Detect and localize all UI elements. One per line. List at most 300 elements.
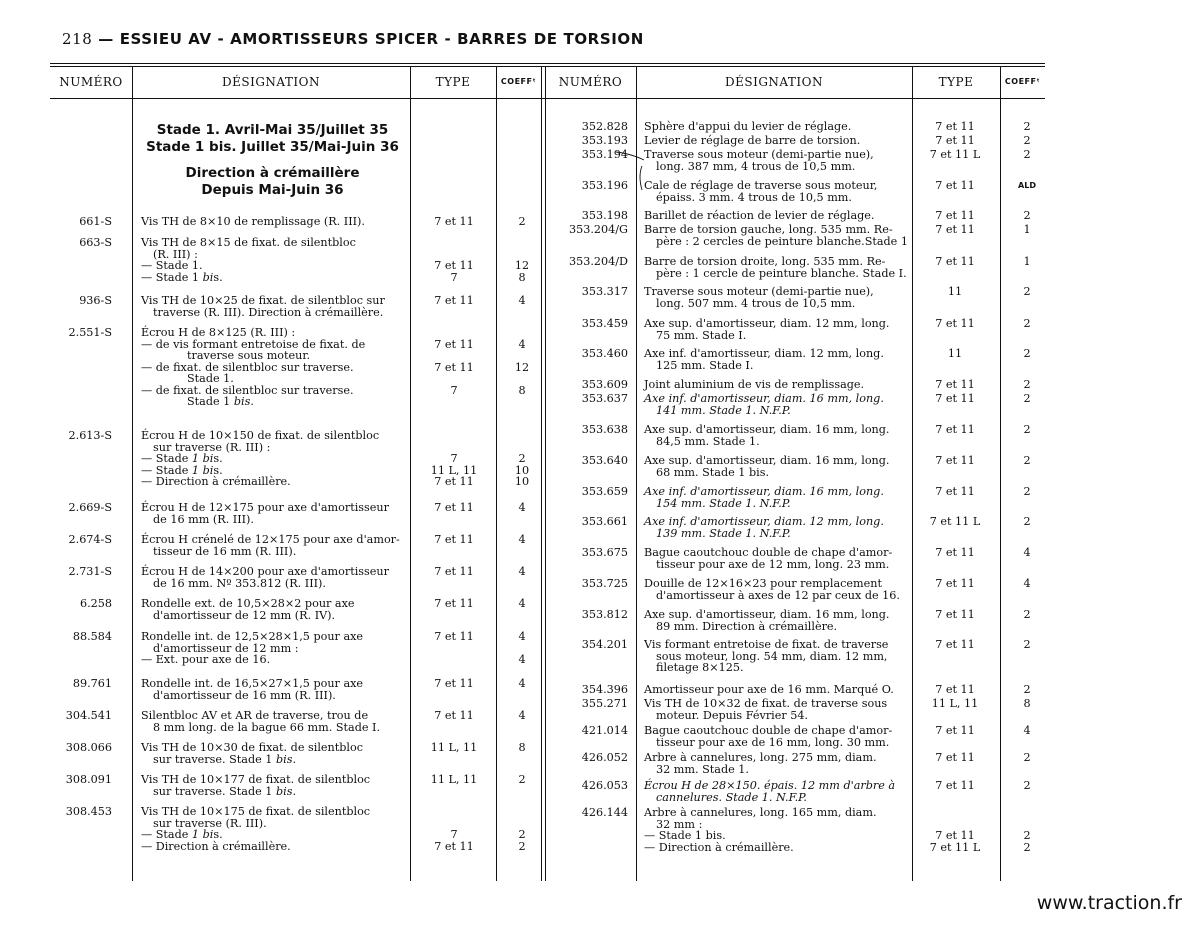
- part-coeff: [497, 237, 547, 283]
- text-line: Traverse sous moteur (demi-partie nue),: [644, 285, 874, 298]
- italic-text: bi: [199, 270, 214, 284]
- coeff-value: 2: [1023, 134, 1031, 147]
- part-type: [912, 780, 998, 803]
- type-value: 11 L, 11: [430, 463, 478, 477]
- text-line: 139 mm. Stade 1. N.F.P.: [656, 526, 791, 540]
- text-line: — Stade 1 bis.: [141, 270, 223, 284]
- part-type: [411, 566, 497, 589]
- coeff-value: [1002, 330, 1052, 342]
- type-value: 7 et 11: [434, 709, 474, 722]
- text-line: sur traverse (R. III) :: [153, 440, 271, 454]
- italic-text: bis.: [233, 395, 254, 408]
- text-line: Vis TH de 10×177 de fixat. de silentbloc: [141, 773, 371, 786]
- coeff-value: 4: [518, 533, 526, 546]
- coeff-value: [497, 690, 547, 702]
- coeff-value: [1002, 298, 1052, 310]
- part-type: [411, 216, 497, 228]
- part-coeff: [497, 742, 547, 765]
- part-type: [411, 502, 497, 525]
- part-designation: [644, 180, 912, 203]
- part-coeff: [1002, 578, 1052, 601]
- type-value: 7: [450, 828, 458, 841]
- coeff-value: [1002, 710, 1052, 722]
- part-designation: [141, 566, 409, 589]
- header-designation: DÉSIGNATION: [724, 75, 824, 89]
- text-line: 32 mm :: [656, 817, 703, 831]
- type-value: 7: [450, 452, 458, 465]
- part-number: 353.460: [581, 347, 628, 360]
- part-designation: [141, 295, 409, 318]
- part-number: 354.396: [581, 683, 628, 696]
- part-designation: [141, 598, 409, 621]
- part-designation: [644, 780, 912, 803]
- part-type: [411, 295, 497, 318]
- part-designation: [644, 516, 912, 539]
- coeff-value: 2: [518, 828, 526, 841]
- part-type: [411, 678, 497, 701]
- header-numero: NUMÉRO: [59, 75, 123, 89]
- text-line: Stade 1.: [187, 372, 234, 385]
- part-designation: [644, 393, 912, 416]
- part-type: [912, 547, 998, 570]
- stade-heading: Stade 1. Avril-Mai 35/Juillet 35: [156, 122, 389, 138]
- part-designation: [644, 698, 912, 721]
- italic-text: 1 bi: [191, 463, 214, 477]
- part-designation: [141, 806, 409, 852]
- stade-heading: Direction à crémaillère: [185, 165, 360, 181]
- part-type: [912, 379, 998, 391]
- coeff-value: 2: [1023, 454, 1031, 467]
- text-line: Axe sup. d'amortisseur, diam. 16 mm, long.: [644, 454, 890, 467]
- text-line: épaiss. 3 mm. 4 trous de 10,5 mm.: [656, 190, 852, 204]
- part-designation: [644, 210, 912, 222]
- type-value: 7 et 11: [935, 179, 975, 192]
- part-number: 308.091: [65, 773, 112, 786]
- header-designation: DÉSIGNATION: [221, 75, 321, 89]
- part-number: 661-S: [79, 215, 112, 228]
- type-value: 7 et 11: [935, 120, 975, 133]
- part-number: 2.613-S: [68, 429, 112, 442]
- coeff-value: 8: [518, 741, 526, 754]
- part-designation: [644, 639, 912, 674]
- part-number: 353.661: [581, 515, 628, 528]
- type-value: 11 L, 11: [931, 697, 979, 710]
- coeff-value: 2: [1023, 638, 1031, 651]
- coeff-value: 2: [1023, 209, 1031, 222]
- text-line: Vis TH de 10×32 de fixat. de traverse sous: [644, 697, 888, 710]
- coeff-value: [497, 396, 547, 408]
- part-number: 353.198: [581, 209, 628, 222]
- text-line: long. 507 mm. 4 trous de 10,5 mm.: [656, 296, 856, 310]
- coeff-value: [1002, 559, 1052, 571]
- type-value: 7 et 11: [935, 608, 975, 621]
- page-title: [62, 30, 644, 48]
- part-number: 421.014: [581, 724, 628, 737]
- coeff-value: 2: [1023, 751, 1031, 764]
- coeff-value: 1: [1023, 223, 1031, 236]
- coeff-value: 4: [1023, 724, 1031, 737]
- part-designation: [141, 502, 409, 525]
- text-line: — Stade 1 bis.: [141, 452, 223, 465]
- part-coeff: [1002, 455, 1052, 478]
- part-coeff: [1002, 609, 1052, 632]
- type-value: [912, 236, 998, 248]
- type-value: [411, 610, 497, 622]
- type-value: 11 L, 11: [430, 741, 478, 754]
- text-line: 89 mm. Direction à crémaillère.: [656, 619, 838, 633]
- part-number: 353.194: [581, 148, 628, 161]
- italic-text: 1 bi: [191, 828, 214, 841]
- part-designation: [644, 224, 912, 247]
- part-type: [411, 430, 497, 488]
- text-line: Axe inf. d'amortisseur, diam. 16 mm, long.: [644, 392, 884, 405]
- coeff-value: [1002, 436, 1052, 448]
- part-number: 88.584: [72, 630, 112, 643]
- part-coeff: [1002, 547, 1052, 570]
- type-value: [411, 722, 497, 734]
- coeff-value: [1002, 621, 1052, 633]
- type-value: [912, 662, 998, 674]
- coeff-value: 4: [1023, 577, 1031, 590]
- text-line: d'amortisseur de 16 mm (R. III).: [153, 688, 336, 702]
- type-value: [411, 396, 497, 408]
- part-number: 353.659: [581, 485, 628, 498]
- type-value: 7 et 11: [935, 134, 975, 147]
- type-value: [912, 436, 998, 448]
- text-line: de 16 mm. Nº 353.812 (R. III).: [153, 576, 326, 590]
- text-line: long. 387 mm, 4 trous de 10,5 mm.: [656, 159, 856, 173]
- coeff-value: ALD: [1018, 181, 1036, 190]
- part-number: 353.193: [581, 134, 628, 147]
- coeff-value: 4: [518, 630, 526, 643]
- part-type: [411, 774, 497, 797]
- text-line: Bague caoutchouc double de chape d'amor-: [644, 546, 893, 559]
- part-designation: [141, 710, 409, 733]
- part-number: 2.674-S: [68, 533, 112, 546]
- part-coeff: [497, 327, 547, 408]
- part-designation: [644, 752, 912, 775]
- part-type: [912, 609, 998, 632]
- part-number: 2.669-S: [68, 501, 112, 514]
- type-value: [411, 307, 497, 319]
- coeff-value: [1002, 662, 1052, 674]
- text-line: tisseur de 16 mm (R. III).: [153, 544, 297, 558]
- part-number: 353.459: [581, 317, 628, 330]
- type-value: 7 et 11: [434, 475, 474, 488]
- coeff-value: [497, 786, 547, 798]
- text-line: Barre de torsion droite, long. 535 mm. Re-: [644, 255, 886, 268]
- part-designation: [644, 486, 912, 509]
- coeff-value: 4: [518, 294, 526, 307]
- type-value: 7 et 11: [434, 597, 474, 610]
- type-value: 7 et 11: [935, 378, 975, 391]
- top-rule: [50, 63, 1045, 64]
- page-number: 218: [62, 30, 93, 48]
- part-coeff: [1002, 424, 1052, 447]
- part-coeff: [497, 631, 547, 666]
- type-value: [411, 654, 497, 666]
- coeff-value: 2: [1023, 840, 1031, 854]
- type-value: 7 et 11: [434, 337, 474, 351]
- part-coeff: [1002, 121, 1052, 133]
- text-line: — Direction à crémaillère.: [141, 475, 291, 488]
- type-value: [912, 330, 998, 342]
- type-value: [411, 373, 497, 385]
- text-line: — Stade 1 bis.: [644, 829, 726, 842]
- coeff-value: 8: [518, 270, 526, 284]
- type-value: 7 et 11: [935, 255, 975, 268]
- text-line: moteur. Depuis Février 54.: [656, 708, 809, 722]
- part-designation: [644, 379, 912, 391]
- text-line: d'amortisseur à axes de 12 par ceux de 16.: [656, 588, 900, 602]
- type-value: [912, 559, 998, 571]
- type-value: 7 et 11: [935, 779, 975, 792]
- type-value: 7 et 11: [935, 423, 975, 436]
- text-line: Écrou H de 12×175 pour axe d'amortisseur: [141, 501, 389, 514]
- type-value: [912, 792, 998, 804]
- text-line: 8 mm long. de la bague 66 mm. Stade I.: [153, 720, 381, 734]
- part-type: [912, 121, 998, 133]
- text-line: père : 2 cercles de peinture blanche.Stade 1: [656, 234, 908, 248]
- part-type: [912, 135, 998, 147]
- text-line: Amortisseur pour axe de 16 mm. Marqué O.: [644, 683, 894, 696]
- part-number: 353.204/D: [568, 255, 628, 268]
- type-value: [411, 806, 497, 818]
- type-value: 7: [450, 383, 458, 397]
- part-number: 353.204/G: [569, 223, 628, 236]
- type-value: [912, 590, 998, 602]
- header-coeff: COEFFᵗ: [1004, 77, 1041, 86]
- part-type: [912, 224, 998, 247]
- coeff-value: 4: [518, 677, 526, 690]
- part-type: [411, 710, 497, 733]
- text-line: — Direction à crémaillère.: [644, 840, 794, 854]
- coeff-value: 2: [1023, 485, 1031, 498]
- part-number: 352.828: [581, 120, 628, 133]
- header-type: TYPE: [938, 75, 974, 89]
- part-designation: [644, 807, 912, 853]
- text-line: Vis TH de 10×175 de fixat. de silentbloc: [141, 805, 371, 818]
- part-coeff: [1002, 698, 1052, 721]
- part-designation: [644, 455, 912, 478]
- coeff-value: 2: [1023, 148, 1031, 161]
- coeff-value: 2: [1023, 608, 1031, 621]
- part-designation: [644, 424, 912, 447]
- type-value: [411, 643, 497, 655]
- part-coeff: [497, 216, 547, 228]
- text-line: Vis TH de 8×10 de remplissage (R. III).: [141, 215, 365, 228]
- coeff-value: 2: [518, 773, 526, 786]
- type-value: 7 et 11: [434, 360, 474, 374]
- text-line: Écrou H de 10×150 de fixat. de silentbloc: [141, 429, 380, 442]
- coeff-value: 1: [1023, 255, 1031, 268]
- part-coeff: [1002, 318, 1052, 341]
- coeff-value: 2: [1023, 829, 1031, 842]
- coeff-value: [1002, 405, 1052, 417]
- text-line: père : 1 cercle de peinture blanche. Stade I.: [656, 266, 907, 280]
- part-designation: [644, 256, 912, 279]
- coeff-value: [1002, 192, 1052, 204]
- italic-text: 1 bi: [191, 452, 214, 465]
- text-line: — de fixat. de silentbloc sur traverse.: [141, 360, 354, 374]
- text-line: Vis TH de 10×30 de fixat. de silentbloc: [141, 741, 363, 754]
- coeff-value: 12: [514, 259, 530, 272]
- part-designation: [644, 348, 912, 371]
- text-line: tisseur pour axe de 16 mm, long. 30 mm.: [656, 735, 890, 749]
- type-value: 7 et 11: [434, 630, 474, 643]
- part-designation: [644, 684, 912, 696]
- type-value: 7: [450, 270, 458, 284]
- type-value: 7 et 11: [935, 485, 975, 498]
- part-number: 354.201: [581, 638, 628, 651]
- text-line: Rondelle int. de 16,5×27×1,5 pour axe: [141, 677, 364, 690]
- part-number: 304.541: [65, 709, 112, 722]
- part-designation: [644, 318, 912, 341]
- text-line: 84,5 mm. Stade 1.: [656, 434, 760, 448]
- text-line: (R. III) :: [153, 247, 198, 261]
- part-number: 353.637: [581, 392, 628, 405]
- type-value: 7 et 11: [434, 501, 474, 514]
- type-value: [912, 651, 998, 663]
- text-line: — Direction à crémaillère.: [141, 839, 291, 853]
- part-designation: [644, 135, 912, 147]
- coeff-value: 8: [518, 383, 526, 397]
- text-line: Axe sup. d'amortisseur, diam. 12 mm, long.: [644, 317, 890, 330]
- type-value: [912, 737, 998, 749]
- text-line: Levier de réglage de barre de torsion.: [644, 134, 861, 147]
- part-coeff: [1002, 224, 1052, 247]
- text-line: sur traverse. Stade 1 bis.: [153, 752, 297, 766]
- part-type: [411, 598, 497, 621]
- coeff-value: 4: [518, 709, 526, 722]
- part-coeff: [1002, 807, 1052, 853]
- text-line: Axe inf. d'amortisseur, diam. 12 mm, long.: [644, 347, 884, 360]
- type-value: [411, 350, 497, 362]
- coeff-value: 2: [1023, 378, 1031, 391]
- header-numero: NUMÉRO: [558, 75, 623, 89]
- coeff-value: 2: [518, 215, 526, 228]
- header-rule: [50, 98, 1045, 99]
- text-line: 141 mm. Stade 1. N.F.P.: [656, 403, 791, 417]
- type-value: 7 et 11: [434, 294, 474, 307]
- stade-heading: Depuis Mai-Juin 36: [201, 182, 344, 198]
- part-coeff: [497, 534, 547, 557]
- coeff-value: [497, 327, 547, 339]
- part-coeff: [1002, 379, 1052, 391]
- col-divider: [1000, 66, 1001, 881]
- type-value: 7 et 11: [434, 533, 474, 546]
- text-line: Écrou H de 14×200 pour axe d'amortisseur: [141, 565, 389, 578]
- type-value: [912, 467, 998, 479]
- type-value: 7 et 11 L: [929, 840, 981, 854]
- part-number: 353.640: [581, 454, 628, 467]
- coeff-value: 4: [518, 565, 526, 578]
- stade-heading: Stade 1 bis. Juillet 35/Mai-Juin 36: [146, 139, 399, 155]
- text-line: Traverse sous moteur (demi-partie nue),: [644, 148, 874, 161]
- italic-text: bis: [275, 784, 293, 798]
- coeff-value: [1002, 528, 1052, 540]
- part-type: [912, 516, 998, 539]
- text-line: Axe inf. d'amortisseur, diam. 12 mm, long.: [644, 515, 884, 528]
- part-number: 426.053: [581, 779, 628, 792]
- type-value: 7 et 11 L: [929, 515, 981, 528]
- type-value: 7 et 11: [434, 839, 474, 853]
- text-line: sur traverse. Stade 1 bis.: [153, 784, 297, 798]
- part-number: 353.812: [581, 608, 628, 621]
- text-line: — Stade 1 bis.: [141, 463, 223, 477]
- part-type: [912, 639, 998, 674]
- part-coeff: [1002, 752, 1052, 775]
- text-line: Vis formant entretoise de fixat. de traverse: [644, 638, 889, 651]
- type-value: [411, 690, 497, 702]
- coeff-value: 2: [1023, 392, 1031, 405]
- title-text: ESSIEU AV - AMORTISSEURS SPICER - BARRES DE TORSION: [119, 30, 644, 48]
- part-number: 426.052: [581, 751, 628, 764]
- text-line: Bague caoutchouc double de chape d'amor-: [644, 724, 893, 737]
- part-designation: [644, 725, 912, 748]
- type-value: 11: [947, 285, 963, 298]
- text-line: Axe inf. d'amortisseur, diam. 16 mm, long.: [644, 485, 884, 498]
- part-number: 426.144: [581, 806, 628, 819]
- part-number: 936-S: [79, 294, 112, 307]
- part-number: 6.258: [79, 597, 112, 610]
- part-designation: [141, 430, 409, 488]
- text-line: Écrou H de 28×150. épais. 12 mm d'arbre à: [644, 779, 896, 792]
- coeff-value: [1002, 590, 1052, 602]
- text-line: 154 mm. Stade 1. N.F.P.: [656, 496, 791, 510]
- type-value: 7 et 11: [434, 677, 474, 690]
- italic-text: bis: [275, 752, 293, 766]
- type-value: [411, 786, 497, 798]
- text-line: — de vis formant entretoise de fixat. de: [141, 337, 366, 351]
- coeff-value: [497, 722, 547, 734]
- type-value: [912, 528, 998, 540]
- part-designation: [141, 742, 409, 765]
- part-coeff: [497, 710, 547, 733]
- part-designation: [141, 678, 409, 701]
- text-line: Silentbloc AV et AR de traverse, trou de: [141, 709, 369, 722]
- part-type: [912, 578, 998, 601]
- header-type: TYPE: [435, 75, 471, 89]
- type-value: 7 et 11: [935, 724, 975, 737]
- coeff-value: [1002, 360, 1052, 372]
- type-value: 7 et 11: [935, 829, 975, 842]
- coeff-value: [1002, 467, 1052, 479]
- part-type: [411, 237, 497, 283]
- part-number: 353.638: [581, 423, 628, 436]
- part-designation: [141, 774, 409, 797]
- type-value: 7 et 11: [935, 317, 975, 330]
- part-coeff: [497, 295, 547, 318]
- text-line: traverse sous moteur.: [187, 349, 311, 362]
- coeff-value: 4: [518, 653, 526, 666]
- part-coeff: [1002, 348, 1052, 371]
- type-value: [411, 430, 497, 442]
- text-line: traverse (R. III). Direction à crémaillère.: [153, 305, 384, 319]
- coeff-value: [497, 754, 547, 766]
- coeff-value: [497, 514, 547, 526]
- text-line: tisseur pour axe de 12 mm, long. 23 mm.: [656, 557, 890, 571]
- coeff-value: [497, 237, 547, 249]
- text-line: — de fixat. de silentbloc sur traverse.: [141, 383, 354, 397]
- type-value: [912, 360, 998, 372]
- coeff-value: 10: [514, 463, 530, 477]
- part-type: [912, 256, 998, 279]
- type-value: 7 et 11: [935, 392, 975, 405]
- type-value: 7 et 11: [935, 751, 975, 764]
- coeff-value: [1002, 161, 1052, 173]
- coeff-value: 10: [514, 475, 530, 488]
